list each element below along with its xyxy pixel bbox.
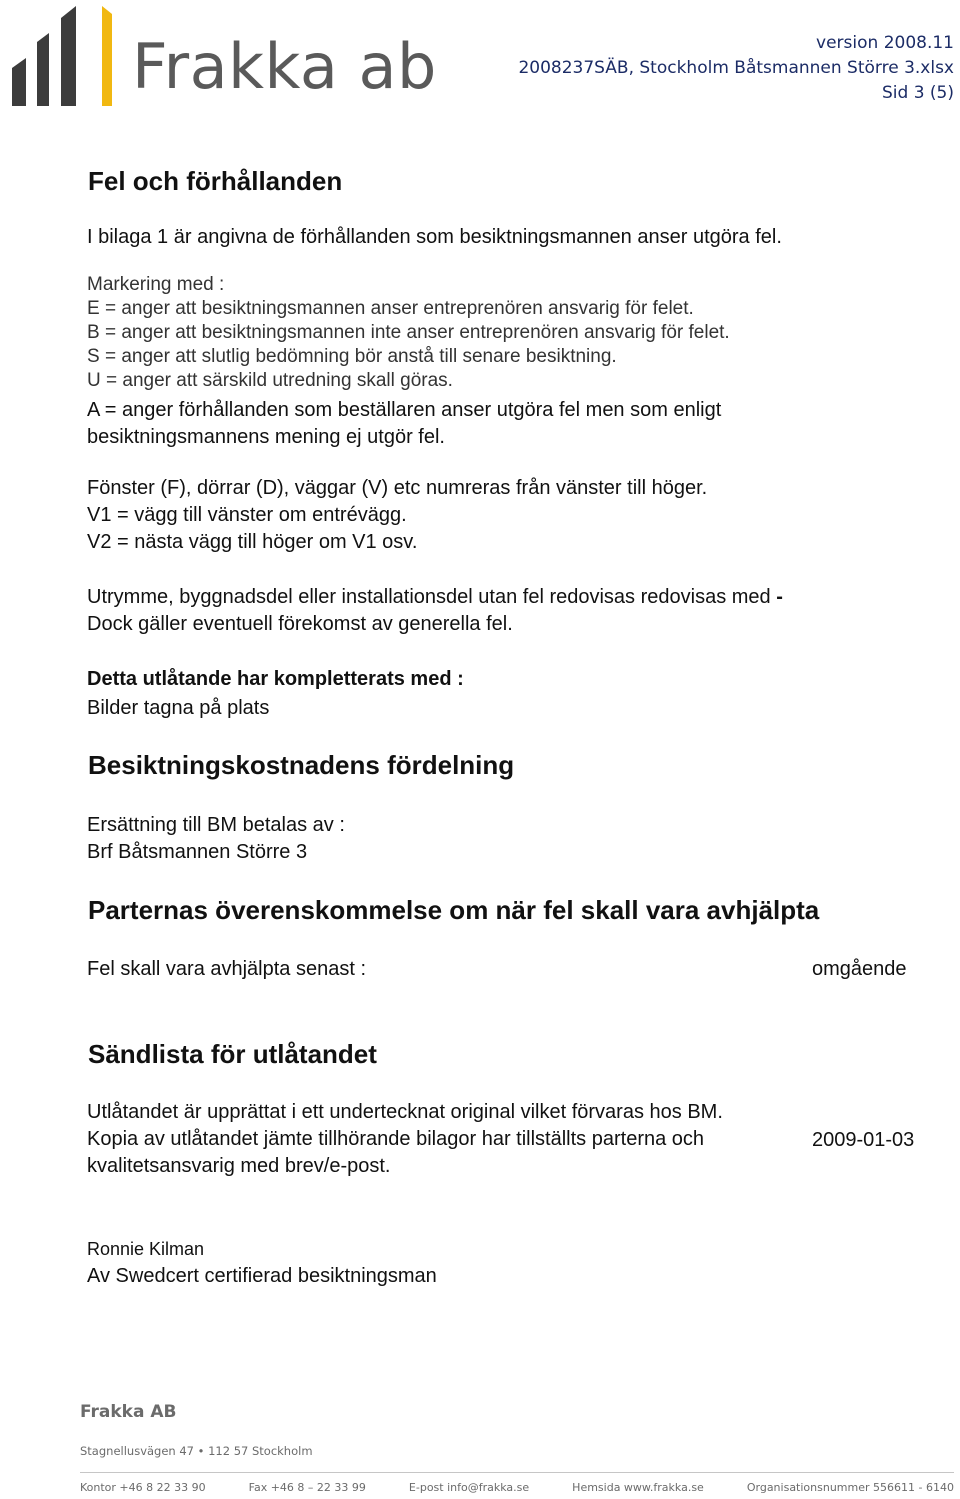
sandlista-date: 2009-01-03 <box>812 1129 915 1151</box>
logo-bar-middle <box>37 33 49 106</box>
document-filename: 2008237SÄB, Stockholm Båtsmannen Större 3.xlsx <box>518 58 954 78</box>
deadline-value: omgående <box>812 958 907 980</box>
utrymme-note <box>87 584 783 638</box>
logo-bar-right <box>61 6 76 106</box>
numbering-line: Fönster (F), dörrar (D), väggar (V) etc numreras från vänster till höger. <box>87 477 708 499</box>
payment-value: Brf Båtsmannen Större 3 <box>87 841 308 863</box>
numbering-line: V1 = vägg till vänster om entrévägg. <box>87 504 407 526</box>
legend-line: Markering med : <box>87 274 225 295</box>
logo-bar-left <box>12 58 26 106</box>
no-fault-marker: - <box>776 586 783 608</box>
footer-fax: Fax +46 8 – 22 33 99 <box>248 1481 366 1494</box>
a-definition-line: A = anger förhållanden som beställaren anser utgöra fel men som enligt <box>87 399 722 421</box>
sandlista-line: kvalitetsansvarig med brev/e-post. <box>87 1155 391 1177</box>
markering-legend <box>87 273 730 393</box>
logo-bar-yellow <box>102 6 112 106</box>
footer-phone: Kontor +46 8 22 33 90 <box>80 1481 206 1494</box>
logo-text: Frakka ab <box>132 30 437 103</box>
document-version: version 2008.11 <box>816 33 954 53</box>
legend-line: B = anger att besiktningsmannen inte anser entreprenören ansvarig för felet. <box>87 322 730 343</box>
utrymme-line: Dock gäller eventuell förekomst av generella fel. <box>87 613 513 635</box>
footer-org-number: Organisationsnummer 556611 - 6140 <box>746 1481 954 1494</box>
sandlista-line: Kopia av utlåtandet jämte tillhörande bilagor har tillställts parterna och <box>87 1128 705 1150</box>
deadline-label: Fel skall vara avhjälpta senast : <box>87 958 367 980</box>
komplettering-label: Detta utlåtande har kompletterats med : <box>87 668 464 690</box>
footer-contact-line <box>80 1482 954 1493</box>
page-number: Sid 3 (5) <box>881 83 954 103</box>
footer-email: E-post info@frakka.se <box>408 1481 530 1494</box>
numbering-line: V2 = nästa vägg till höger om V1 osv. <box>87 531 418 553</box>
section-title-sandlista: Sändlista för utlåtandet <box>88 1039 377 1069</box>
section-title-kostnad: Besiktningskostnadens fördelning <box>88 750 515 780</box>
signature-title: Av Swedcert certifierad besiktningsman <box>87 1265 437 1287</box>
signature-name: Ronnie Kilman <box>87 1239 205 1259</box>
legend-line: E = anger att besiktningsmannen anser entreprenören ansvarig för felet. <box>87 298 694 319</box>
footer-company-name: Frakka AB <box>80 1402 177 1422</box>
utrymme-line <box>87 584 783 611</box>
utrymme-text: Utrymme, byggnadsdel eller installationsdel utan fel redovisas redovisas med <box>87 586 771 608</box>
footer-address: Stagnellusvägen 47 • 112 57 Stockholm <box>80 1444 313 1458</box>
footer-divider <box>80 1472 954 1473</box>
a-definition <box>87 397 721 451</box>
sandlista-line: Utlåtandet är upprättat i ett undertecknat original vilket förvaras hos BM. <box>87 1101 723 1123</box>
intro-text: I bilaga 1 är angivna de förhållanden som besiktningsmannen anser utgöra fel. <box>87 226 782 248</box>
komplettering-value: Bilder tagna på plats <box>87 697 270 719</box>
legend-line: S = anger att slutlig bedömning bör anstå till senare besiktning. <box>87 346 617 367</box>
numbering-rules <box>87 475 707 556</box>
legend-line: U = anger att särskild utredning skall göras. <box>87 370 453 391</box>
sandlista-text <box>87 1099 723 1180</box>
section-title-fel: Fel och förhållanden <box>88 166 343 196</box>
payment-label: Ersättning till BM betalas av : <box>87 814 345 836</box>
section-title-overenskommelse: Parternas överenskommelse om när fel skall vara avhjälpta <box>88 895 820 925</box>
a-definition-line: besiktningsmannens mening ej utgör fel. <box>87 426 445 448</box>
footer-website: Hemsida www.frakka.se <box>572 1481 704 1494</box>
